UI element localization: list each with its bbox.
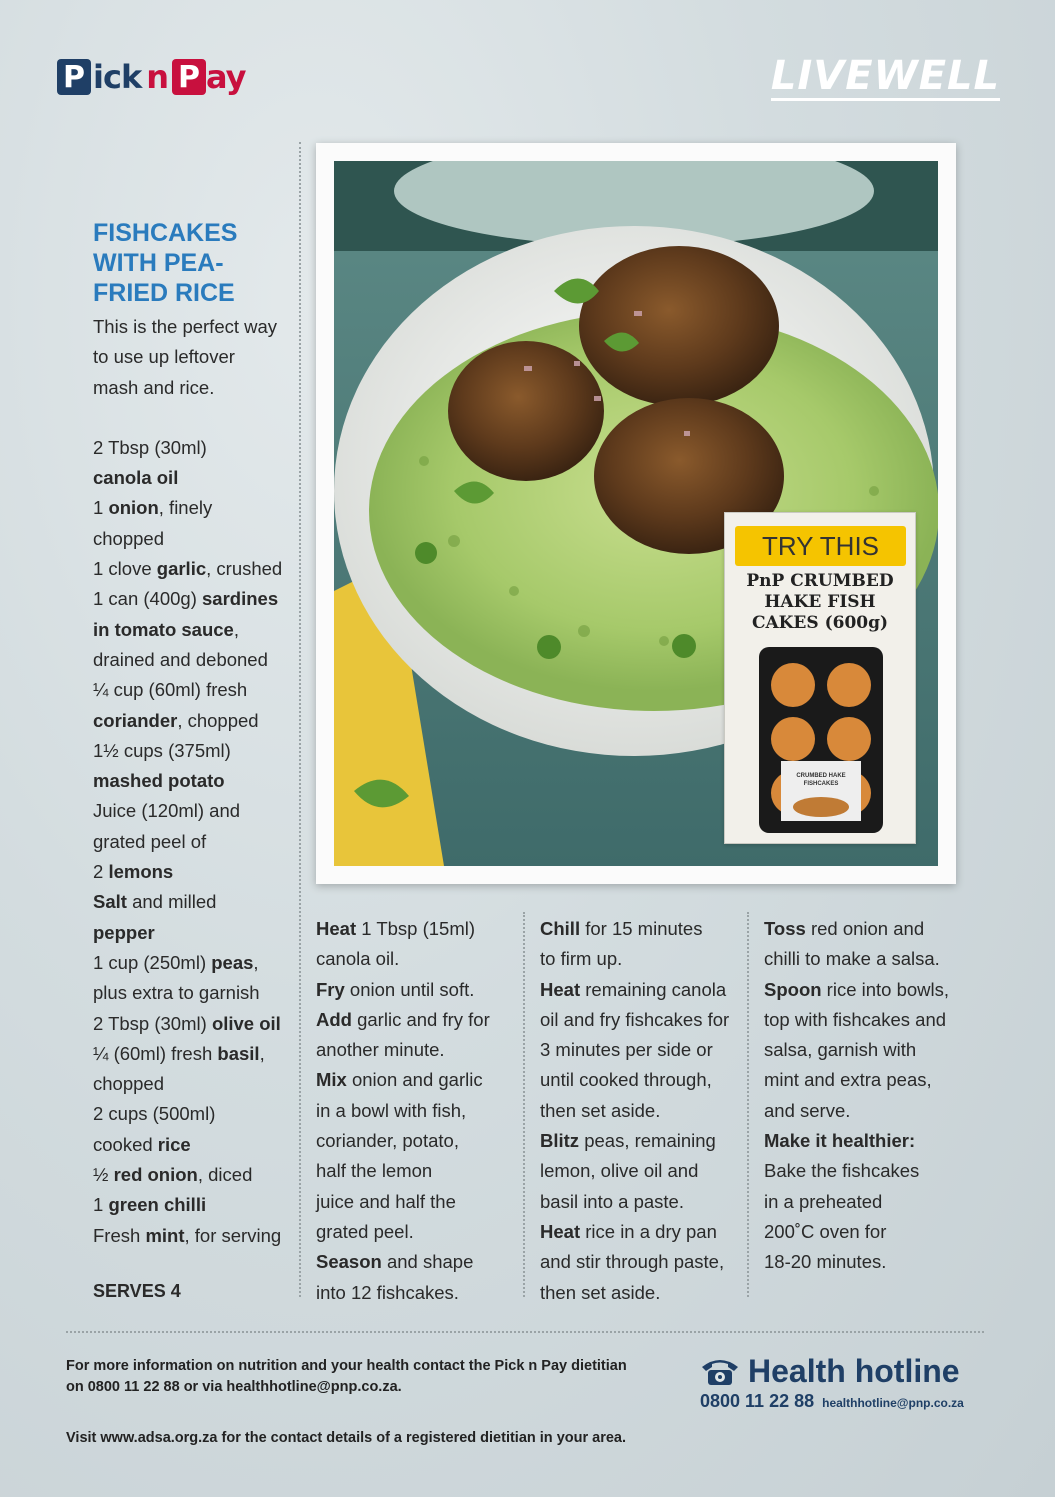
method-line: mint and extra peas, <box>764 1069 932 1091</box>
method-line: Make it healthier: <box>764 1130 916 1152</box>
hotline-number[interactable]: 0800 11 22 88 <box>700 1391 815 1411</box>
method-line: juice and half the <box>316 1190 456 1212</box>
logo-text-ay: ay <box>206 58 246 96</box>
logo-letter-p: P <box>57 59 91 95</box>
ingredient-line: 2 cups (500ml) <box>93 1103 216 1125</box>
method-line: into 12 fishcakes. <box>316 1281 459 1303</box>
ingredient-line: 2 Tbsp (30ml) olive oil <box>93 1012 281 1034</box>
divider-left <box>299 142 301 1297</box>
method-line: top with fishcakes and <box>764 1008 947 1030</box>
method-line: Chill for 15 minutes <box>540 918 703 939</box>
method-line: in a preheated <box>764 1190 883 1212</box>
pack-label-line-1: CRUMBED HAKE <box>796 773 846 779</box>
method-line: Add garlic and fry for <box>316 1008 490 1030</box>
method-line: canola oil. <box>316 948 400 970</box>
method-line: and stir through paste, <box>540 1251 725 1273</box>
serves-label: SERVES 4 <box>93 1280 181 1301</box>
ingredient-line: Fresh mint, for serving <box>93 1224 282 1246</box>
method-column-1 <box>316 914 526 1308</box>
try-this-banner: TRY THIS <box>735 526 906 566</box>
ingredient-line: 1 onion, finely <box>93 497 213 519</box>
livewell-logo: LIVEWELL <box>770 53 1000 99</box>
method-line: Mix onion and garlic <box>316 1069 483 1091</box>
method-line: basil into a paste. <box>540 1190 684 1212</box>
product-pack-image <box>759 647 883 833</box>
fishcake-pack-illustration <box>759 647 883 833</box>
ingredient-line: Juice (120ml) and <box>93 800 241 822</box>
dietitian-info: For more information on nutrition and your health contact the Pick n Pay dietitian on 0800 11 22 88 or via healthhotline@pnp.co.za. <box>66 1358 627 1395</box>
recipe-column <box>93 218 293 1302</box>
ingredient-line: 1 can (400g) sardines <box>93 588 279 610</box>
ingredient-line: in tomato sauce, <box>93 618 239 640</box>
ingredient-line: 2 lemons <box>93 861 174 883</box>
method-line: Heat remaining canola <box>540 978 727 1000</box>
method-line: Spoon rice into bowls, <box>764 978 950 1000</box>
logo-text-n: n <box>146 58 169 96</box>
method-line: salsa, garnish with <box>764 1039 917 1061</box>
method-line: Season and shape <box>316 1251 474 1273</box>
method-line: lemon, olive oil and <box>540 1160 699 1182</box>
health-hotline <box>700 1353 1000 1412</box>
pack-label-line-2: FISHCAKES <box>803 781 839 787</box>
ingredient-line: coriander, chopped <box>93 709 259 731</box>
method-line: 200˚C oven for <box>764 1220 887 1242</box>
ingredient-line: chopped <box>93 1073 164 1095</box>
ingredient-line: grated peel of <box>93 830 207 852</box>
pick-n-pay-logo <box>57 58 245 96</box>
method-line: then set aside. <box>540 1099 661 1121</box>
method-line: Bake the fishcakes <box>764 1160 920 1182</box>
ingredient-line: 2 Tbsp (30ml) <box>93 436 207 458</box>
ingredient-line: ¼ (60ml) fresh basil, <box>93 1042 265 1064</box>
method-line: Heat 1 Tbsp (15ml) <box>316 918 476 939</box>
method-line: half the lemon <box>316 1160 433 1182</box>
ingredient-line: Salt and milled <box>93 891 217 913</box>
ingredient-line: drained and deboned <box>93 648 268 670</box>
ingredient-line: 1 clove garlic, crushed <box>93 558 283 580</box>
try-this-product <box>724 512 916 844</box>
method-line: Toss red onion and <box>764 918 925 939</box>
method-line: Fry onion until soft. <box>316 978 475 1000</box>
method-line: 3 minutes per side or <box>540 1039 713 1061</box>
ingredient-list <box>93 433 293 1251</box>
method-line: until cooked through, <box>540 1069 712 1091</box>
ingredient-line: 1 green chilli <box>93 1194 207 1216</box>
ingredient-line: plus extra to garnish <box>93 982 260 1004</box>
recipe-intro: This is the perfect way to use up leftover mash and rice. <box>93 316 278 398</box>
method-line: 18-20 minutes. <box>764 1251 887 1273</box>
ingredient-line: ½ red onion, diced <box>93 1164 253 1186</box>
ingredient-line: pepper <box>93 921 155 943</box>
product-name: PnP CRUMBED HAKE FISH CAKES (600g) <box>746 571 894 633</box>
ingredient-line: cooked rice <box>93 1133 191 1155</box>
ingredient-line: 1½ cups (375ml) <box>93 739 231 761</box>
logo-text-ick: ick <box>93 58 142 96</box>
method-line: grated peel. <box>316 1220 414 1242</box>
method-line: Heat rice in a dry pan <box>540 1220 717 1242</box>
method-column-3 <box>764 914 974 1278</box>
ingredient-line: ¼ cup (60ml) fresh <box>93 679 248 701</box>
method-line: in a bowl with fish, <box>316 1099 467 1121</box>
recipe-title: FISHCAKES WITH PEA- FRIED RICE <box>93 219 238 307</box>
hotline-email[interactable]: healthhotline@pnp.co.za <box>822 1396 964 1410</box>
divider-footer <box>66 1331 984 1333</box>
logo-letter-p2: P <box>172 59 206 95</box>
method-line: oil and fry fishcakes for <box>540 1008 730 1030</box>
method-line: and serve. <box>764 1099 851 1121</box>
method-line: another minute. <box>316 1039 445 1061</box>
ingredient-line: mashed potato <box>93 770 225 792</box>
method-line: to firm up. <box>540 948 623 970</box>
hotline-title: Health hotline <box>748 1353 960 1389</box>
method-column-2 <box>540 914 750 1308</box>
method-line: coriander, potato, <box>316 1130 459 1152</box>
method-line: Blitz peas, remaining <box>540 1130 716 1152</box>
method-line: then set aside. <box>540 1281 661 1303</box>
ingredient-line: chopped <box>93 527 164 549</box>
adsa-visit-note: Visit www.adsa.org.za for the contact details of a registered dietitian in your area. <box>66 1430 627 1446</box>
method-line: chilli to make a salsa. <box>764 948 940 970</box>
phone-icon <box>700 1355 740 1387</box>
ingredient-line: canola oil <box>93 467 179 489</box>
ingredient-line: 1 cup (250ml) peas, <box>93 951 259 973</box>
